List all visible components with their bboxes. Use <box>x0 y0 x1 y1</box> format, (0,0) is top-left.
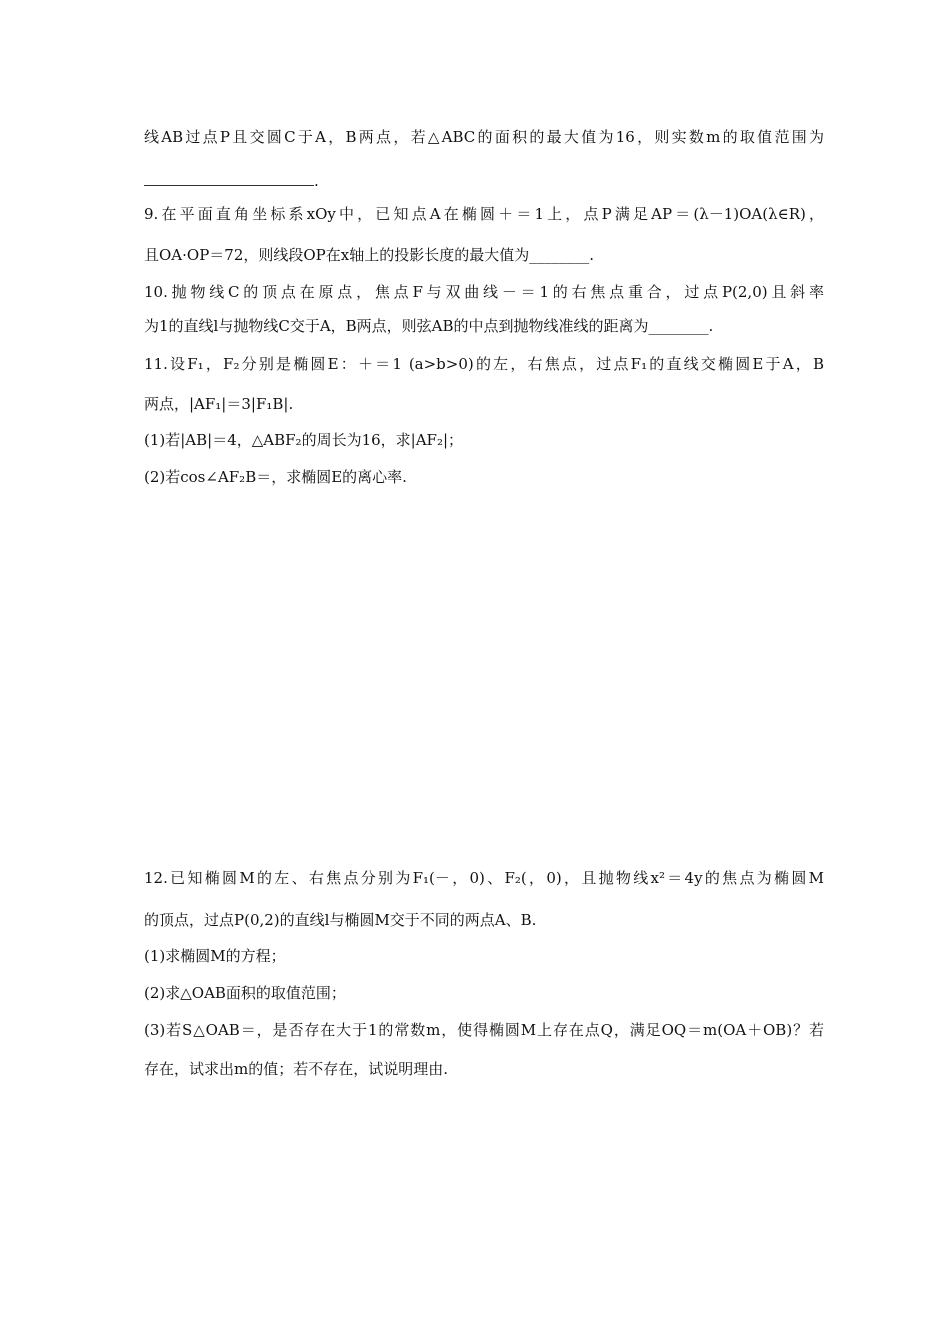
problem-12-part-3-line-1: (3)若S△OAB＝，是否存在大于1的常数m，使得椭圆M上存在点Q，满足OQ＝m(OA＋OB)？若 <box>144 1021 824 1039</box>
problem-11-line-1: 11.设F₁，F₂分别是椭圆E：＋＝1 (a>b>0)的左，右焦点，过点F₁的直线交椭圆E于A，B <box>144 355 824 373</box>
problem-12-part-3-line-2: 存在，试求出m的值；若不存在，试说明理由. <box>144 1060 448 1078</box>
problem-11-line-2: 两点，|AF₁|＝3|F₁B|. <box>144 395 294 413</box>
problem-10-line-2: 为1的直线l与抛物线C交于A，B两点，则弦AB的中点到抛物线准线的距离为________. <box>144 317 714 335</box>
problem-11-part-2: (2)若cos∠AF₂B＝，求椭圆E的离心率. <box>144 468 407 486</box>
problem-8-line-2 <box>144 170 824 192</box>
problem-10-line-1: 10.抛物线C的顶点在原点，焦点F与双曲线－＝1的右焦点重合，过点P(2,0)且斜率 <box>144 283 824 301</box>
problem-8-end: . <box>314 172 319 190</box>
problem-12-part-2: (2)求△OAB面积的取值范围； <box>144 984 346 1002</box>
problem-9-line-1: 9.在平面直角坐标系xOy中，已知点A在椭圆＋＝1上，点P满足AP＝(λ－1)OA(λ∈R)， <box>144 205 824 223</box>
problem-8-line-1: 线AB过点P且交圆C于A，B两点，若△ABC的面积的最大值为16，则实数m的取值范围为 <box>144 128 824 146</box>
problem-12-part-1: (1)求椭圆M的方程； <box>144 947 286 965</box>
problem-9-line-2: 且OA·OP＝72，则线段OP在x轴上的投影长度的最大值为________. <box>144 246 594 264</box>
problem-12-line-2: 的顶点，过点P(0,2)的直线l与椭圆M交于不同的两点A、B. <box>144 911 537 929</box>
answer-blank <box>144 171 314 186</box>
problem-12-line-1: 12.已知椭圆M的左、右焦点分别为F₁(－，0)、F₂(，0)，且抛物线x²＝4y的焦点为椭圆M <box>144 869 824 887</box>
problem-11-part-1: (1)若|AB|＝4，△ABF₂的周长为16，求|AF₂|； <box>144 431 464 449</box>
